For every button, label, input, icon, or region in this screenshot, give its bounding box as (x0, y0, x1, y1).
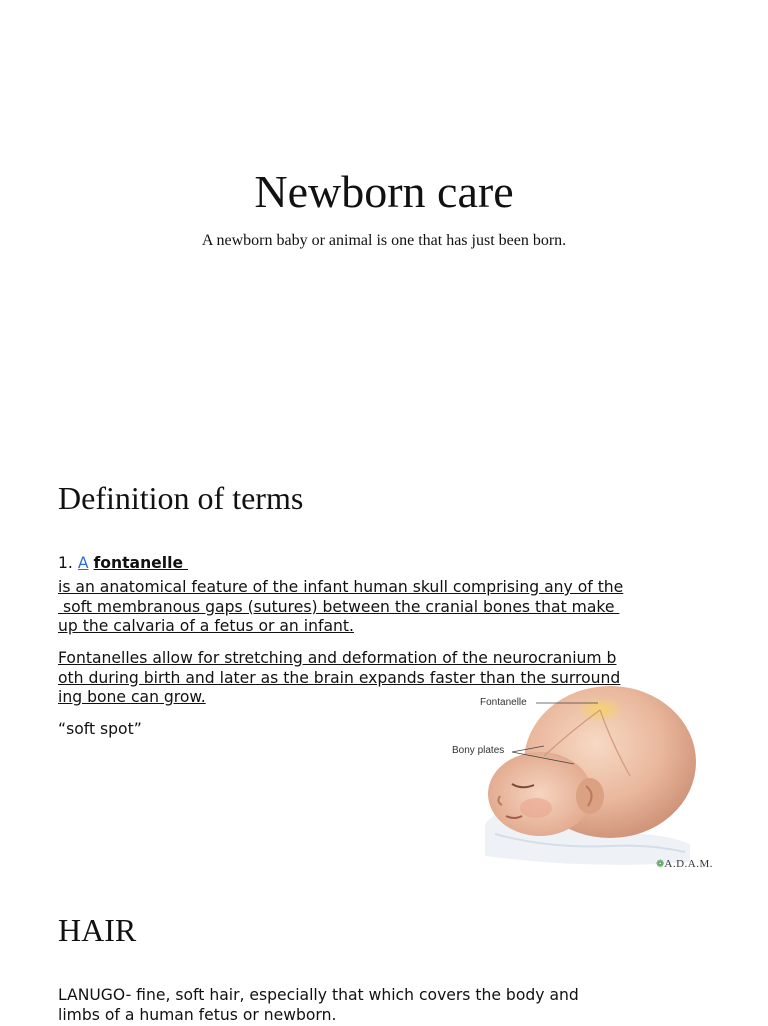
term-article-link[interactable]: A (77, 554, 89, 572)
definition-line-1: is an anatomical feature of the infant human skull comprising any of the (58, 578, 624, 596)
term-number: 1. (58, 554, 73, 572)
adam-credit-text: A.D.A.M. (664, 858, 714, 870)
term-word: fontanelle (93, 554, 184, 572)
adam-credit (656, 854, 713, 872)
nickname-text: “soft spot” (58, 720, 142, 738)
page-subtitle: A newborn baby or animal is one that has just been born. (201, 232, 567, 249)
function-line-2: oth during birth and later as the brain expands faster than the surround (58, 668, 621, 687)
figure-label-bony-plates: Bony plates (452, 745, 505, 756)
function-line-1: Fontanelles allow for stretching and deformation of the neurocranium b (58, 649, 617, 667)
figure-label-fontanelle: Fontanelle (480, 697, 527, 708)
function-line-3: ing bone can grow. (58, 688, 206, 706)
hair-line-1: LANUGO- fine, soft hair, especially that which covers the body and (58, 986, 579, 1004)
section-heading-hair: HAIR (58, 912, 137, 948)
definition-line-2: soft membranous gaps (sutures) between the cranial bones that make (58, 597, 620, 616)
page-title: Newborn care (254, 166, 514, 217)
hair-line-2: limbs of a human fetus or newborn. (58, 1006, 337, 1024)
definition-line-3: up the calvaria of a fetus or an infant. (58, 617, 354, 635)
leaf-icon: ❁ (656, 859, 665, 870)
section-heading-definitions: Definition of terms (58, 480, 304, 516)
infant-skull-illustration (440, 684, 730, 874)
term-line (58, 554, 188, 574)
